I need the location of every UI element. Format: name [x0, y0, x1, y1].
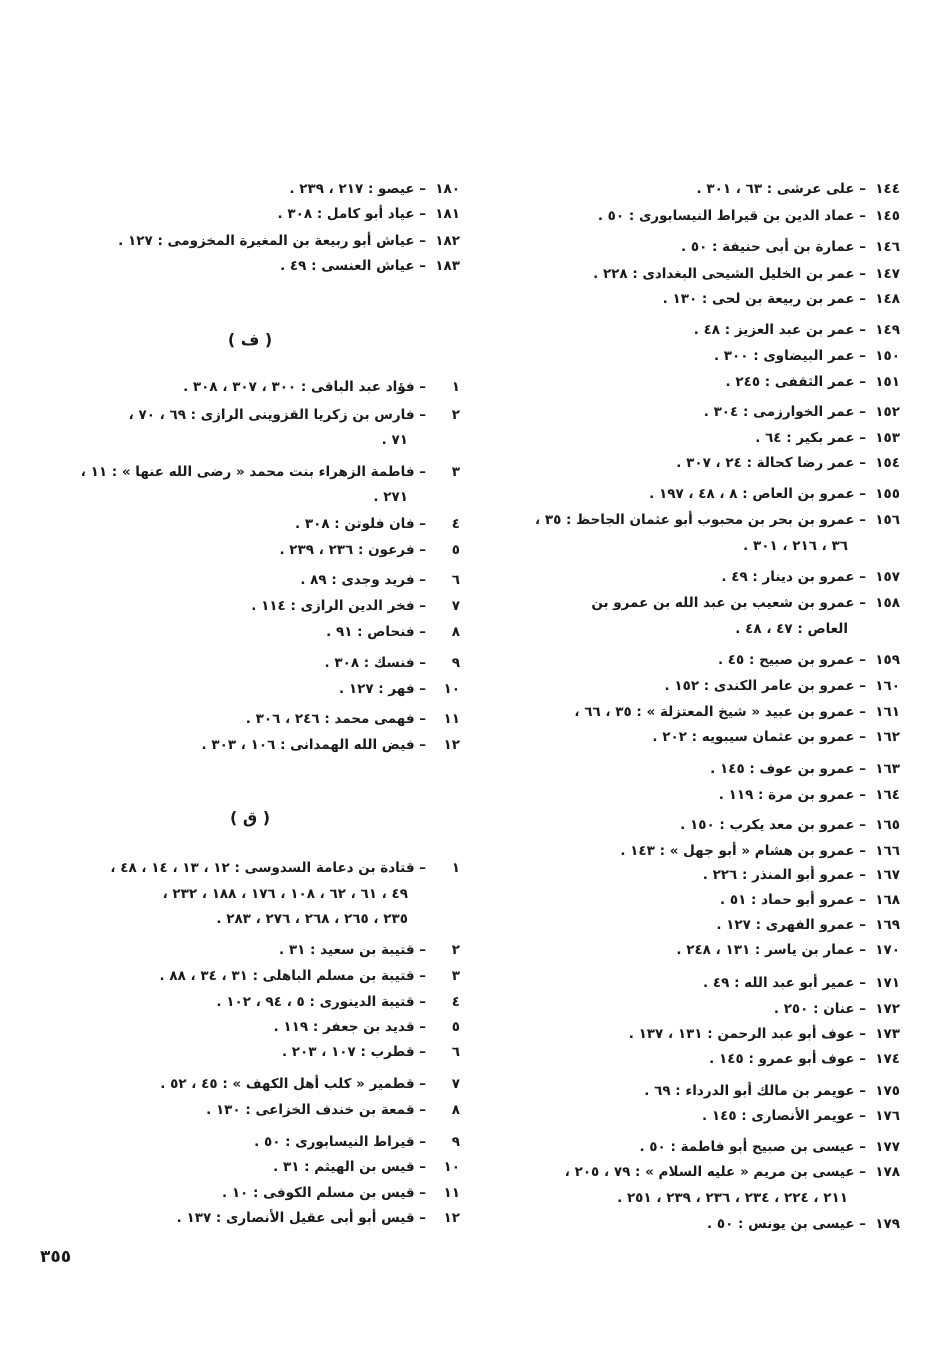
index-entry: ١٥٣– عمر بكير : ٦٤ .: [755, 430, 900, 446]
index-entry: ١٠– قيس بن الهيثم : ٣١ .: [273, 1159, 460, 1175]
index-entry: ١٧٦– عويمر الأنصارى : ١٤٥ .: [702, 1108, 900, 1124]
index-entry: ١– فؤاد عبد الباقى : ٣٠٠ ، ٣٠٧ ، ٣٠٨ .: [183, 379, 460, 395]
index-entry-continuation: ٤٩ ، ٦١ ، ٦٢ ، ١٠٨ ، ١٧٦ ، ١٨٨ ، ٢٣٢ ،: [162, 886, 408, 902]
index-entry: ٦– فريد وجدى : ٨٩ .: [300, 572, 460, 588]
index-entry: ١٤٥– عماد الدين بن قيراط النيسابورى : ٥٠ .: [597, 208, 900, 224]
index-entry: ١١– فهمى محمد : ٢٤٦ ، ٣٠٦ .: [245, 711, 460, 727]
index-entry: ١٥٧– عمرو بن دينار : ٤٩ .: [721, 569, 900, 585]
section-heading-fa: ( ف ): [227, 330, 273, 349]
index-entry-continuation: ٧١ .: [381, 432, 408, 448]
index-entry: ٢– قتيبة بن سعيد : ٣١ .: [279, 942, 460, 958]
index-entry: ١٨٠– عيصو : ٢١٧ ، ٢٣٩ .: [289, 181, 460, 197]
index-entry: ١٦٠– عمرو بن عامر الكندى : ١٥٢ .: [664, 678, 900, 694]
index-entry: ١١– قيس بن مسلم الكوفى : ١٠ .: [221, 1185, 460, 1201]
index-entry: ١٦٥– عمرو بن معد يكرب : ١٥٠ .: [680, 817, 900, 833]
index-entry: ١٤٦– عمارة بن أبى حنيفة : ٥٠ .: [681, 239, 900, 255]
index-entry-continuation: ٢١١ ، ٢٢٤ ، ٢٣٤ ، ٢٣٦ ، ٢٣٩ ، ٢٥١ .: [617, 1190, 848, 1206]
index-entry: ١٨١– عياد أبو كامل : ٣٠٨ .: [277, 206, 460, 222]
index-entry: ١٦٦– عمرو بن هشام « أبو جهل » : ١٤٣ .: [620, 843, 900, 859]
index-entry: ١٠– فهر : ١٢٧ .: [339, 681, 460, 697]
index-entry: ١٦٤– عمرو بن مرة : ١١٩ .: [718, 787, 900, 803]
index-entry: ٧– قطمير « كلب أهل الكهف » : ٤٥ ، ٥٢ .: [160, 1076, 460, 1092]
index-entry-continuation: العاص : ٤٧ ، ٤٨ .: [735, 621, 848, 637]
index-entry: ١٥٥– عمرو بن العاص : ٨ ، ٤٨ ، ١٩٧ .: [649, 486, 900, 502]
index-entry: ١٥٨– عمرو بن شعيب بن عبد الله بن عمرو بن: [591, 595, 900, 611]
index-entry: ٩– فنسك : ٣٠٨ .: [324, 655, 460, 671]
index-entry: ٥– فرعون : ٢٣٦ ، ٢٣٩ .: [279, 542, 460, 558]
index-entry: ٦– قطرب : ١٠٧ ، ٢٠٣ .: [281, 1044, 460, 1060]
index-entry: ١– قتادة بن دعامة السدوسى : ١٢ ، ١٣ ، ١٤ ، ٤٨ ،: [110, 860, 460, 876]
index-entry: ١٦٣– عمرو بن عوف : ١٤٥ .: [710, 761, 900, 777]
index-entry: ١٧١– عمير أبو عبد الله : ٤٩ .: [703, 975, 900, 991]
index-entry: ٨– فنحاص : ٩١ .: [326, 624, 460, 640]
index-entry: ١٦٢– عمرو بن عثمان سيبويه : ٢٠٢ .: [652, 729, 900, 745]
index-entry: ١٧٠– عمار بن ياسر : ١٣١ ، ٢٤٨ .: [676, 942, 900, 958]
index-entry: ١٧٢– عنان : ٢٥٠ .: [773, 1001, 900, 1017]
index-entry: ١٦٨– عمرو أبو حماد : ٥١ .: [720, 892, 900, 908]
index-entry: ٩– قيراط النيسابورى : ٥٠ .: [254, 1134, 460, 1150]
index-entry: ١٨٢– عياش أبو ربيعة بن المغيرة المخزومى : ١٢٧ .: [118, 233, 460, 249]
index-entry: ١٢– قيس أبو أبى عقيل الأنصارى : ١٣٧ .: [176, 1210, 460, 1226]
index-entry: ١٤٧– عمر بن الخليل الشيحى البغدادى : ٢٢٨ .: [593, 266, 900, 282]
index-entry: ١٢– فيض الله الهمدانى : ١٠٦ ، ٣٠٣ .: [201, 737, 460, 753]
index-entry: ١٥٠– عمر البيضاوى : ٣٠٠ .: [713, 348, 900, 364]
index-entry: ١٦٧– عمرو أبو المنذر : ٢٢٦ .: [702, 867, 900, 883]
index-entry: ١٤٨– عمر بن ربيعة بن لحى : ١٣٠ .: [662, 291, 900, 307]
section-heading-qaf: ( ق ): [229, 808, 271, 827]
index-entry: ١٥٤– عمر رضا كحالة : ٢٤ ، ٣٠٧ .: [676, 455, 900, 471]
page-number: ٣٥٥: [40, 1247, 72, 1267]
index-entry: ١٥٦– عمرو بن بحر بن محبوب أبو عثمان الجاحظ : ٣٥ ،: [534, 512, 900, 528]
index-entry: ١٥٢– عمر الخوارزمى : ٣٠٤ .: [703, 404, 900, 420]
index-entry: ١٤٩– عمر بن عبد العزيز : ٤٨ .: [693, 322, 900, 338]
index-entry: ٣– فاطمة الزهراء بنت محمد « رضى الله عنها » : ١١ ،: [80, 464, 460, 480]
index-entry: ٣– قتيبة بن مسلم الباهلى : ٣١ ، ٣٤ ، ٨٨ .: [159, 968, 460, 984]
index-entry: ١٧٥– عويمر بن مالك أبو الدرداء : ٦٩ .: [644, 1083, 900, 1099]
index-entry: ٢– فارس بن زكريا القزوينى الرازى : ٦٩ ، ٧٠ ،: [128, 407, 460, 423]
index-entry: ٤– فان فلوتن : ٣٠٨ .: [295, 516, 460, 532]
index-entry: ١٦١– عمرو بن عبيد « شيخ المعتزلة » : ٣٥ ، ٦٦ ،: [574, 704, 900, 720]
index-entry: ١٤٤– على عرشى : ٦٣ ، ٣٠١ .: [696, 181, 900, 197]
index-entry-continuation: ٣٦ ، ٢١٦ ، ٣٠١ .: [743, 538, 848, 554]
index-entry: ٨– قمعة بن خندف الخزاعى : ١٣٠ .: [206, 1102, 460, 1118]
index-entry: ٤– قتيبة الدينورى : ٥ ، ٩٤ ، ١٠٢ .: [216, 994, 460, 1010]
index-entry: ٧– فخر الدين الرازى : ١١٤ .: [251, 598, 460, 614]
index-entry: ١٦٩– عمرو الفهرى : ١٢٧ .: [716, 917, 900, 933]
index-entry: ١٥٩– عمرو بن صبيح : ٤٥ .: [717, 652, 900, 668]
index-entry: ١٧٧– عيسى بن صبيح أبو فاطمة : ٥٠ .: [639, 1139, 900, 1155]
index-entry-continuation: ٢٣٥ ، ٢٦٥ ، ٢٦٨ ، ٢٧٦ ، ٢٨٣ .: [216, 911, 408, 927]
index-entry: ١٧٨– عيسى بن مريم « عليه السلام » : ٧٩ ، ٢٠٥ ،: [564, 1164, 900, 1180]
index-entry: ١٥١– عمر الثقفى : ٢٤٥ .: [725, 374, 900, 390]
index-entry: ٥– قديد بن جعفر : ١١٩ .: [273, 1019, 460, 1035]
index-entry: ١٨٣– عياش العنسى : ٤٩ .: [280, 258, 460, 274]
index-entry-continuation: ٢٧١ .: [373, 489, 408, 505]
index-entry: ١٧٤– عوف أبو عمرو : ١٤٥ .: [709, 1051, 900, 1067]
index-entry: ١٧٣– عوف أبو عبد الرحمن : ١٣١ ، ١٣٧ .: [628, 1026, 900, 1042]
index-entry: ١٧٩– عيسى بن يونس : ٥٠ .: [706, 1216, 900, 1232]
